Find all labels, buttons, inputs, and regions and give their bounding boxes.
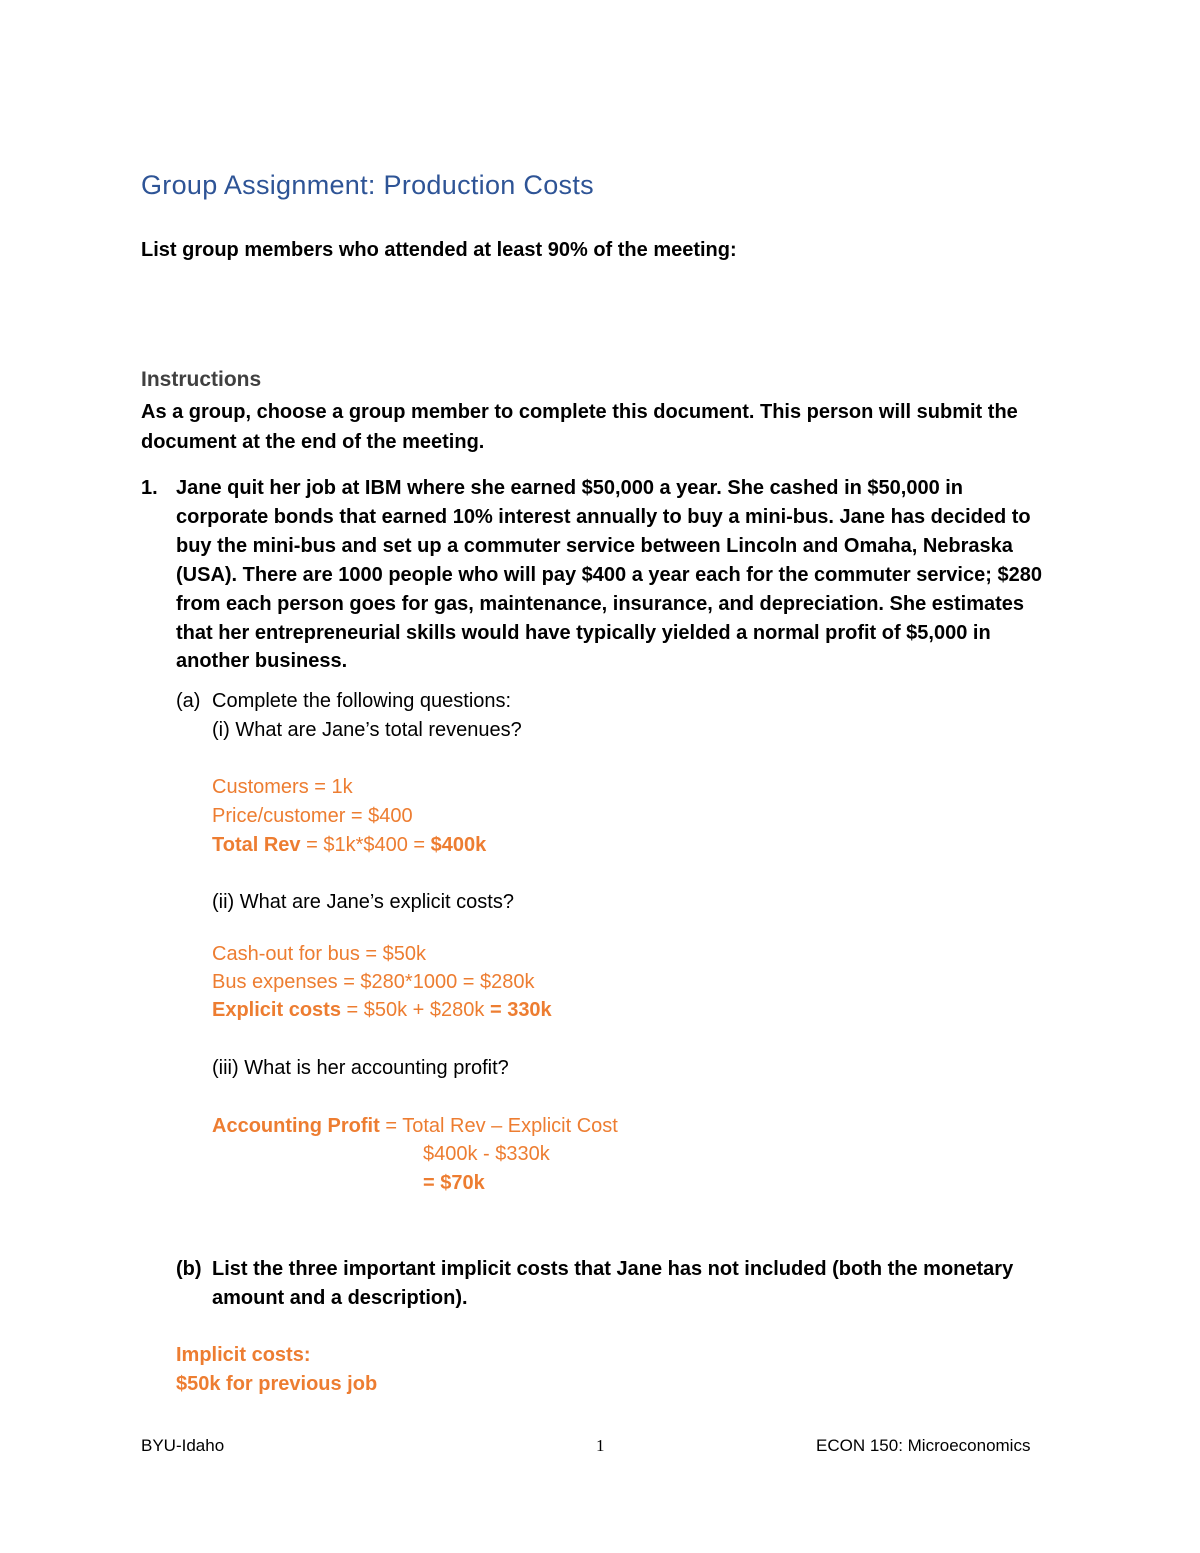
part-b-line-2: amount and a description).	[212, 1287, 468, 1309]
accounting-profit-step: $400k - $330k	[423, 1143, 550, 1165]
implicit-costs-heading: Implicit costs:	[176, 1344, 311, 1366]
question-ii: (ii) What are Jane’s explicit costs?	[212, 891, 514, 913]
question-i: (i) What are Jane’s total revenues?	[212, 719, 522, 741]
question-line-2: corporate bonds that earned 10% interest annually to buy a mini-bus. Jane has decided to	[176, 506, 1031, 528]
question-iii: (iii) What is her accounting profit?	[212, 1057, 509, 1079]
answer-explicit-costs	[212, 996, 552, 1025]
explicit-costs-value: = 330k	[489, 999, 552, 1021]
question-line-1: Jane quit her job at IBM where she earned $50,000 a year. She cashed in $50,000 in	[176, 477, 964, 499]
instructions-line-2: document at the end of the meeting.	[141, 431, 485, 453]
page-title: Group Assignment: Production Costs	[141, 170, 594, 200]
total-rev-formula: = $1k*$400 =	[300, 834, 431, 856]
total-rev-value: $400k	[430, 834, 487, 856]
answer-accounting-profit	[212, 1112, 618, 1141]
part-b-label: (b)	[176, 1258, 202, 1280]
accounting-profit-label: Accounting Profit	[212, 1115, 380, 1137]
explicit-costs-label: Explicit costs	[212, 999, 341, 1021]
answer-bus-expenses: Bus expenses = $280*1000 = $280k	[212, 971, 535, 993]
total-rev-label: Total Rev	[212, 834, 301, 856]
answer-price: Price/customer = $400	[212, 805, 413, 827]
page-number: 1	[596, 1436, 605, 1455]
question-line-6: that her entrepreneurial skills would have typically yielded a normal profit of $5,000 in	[176, 622, 991, 644]
instructions-heading: Instructions	[141, 368, 262, 391]
answer-total-revenue	[212, 831, 486, 860]
footer-left: BYU-Idaho	[141, 1436, 225, 1455]
question-line-4: (USA). There are 1000 people who will pay $400 a year each for the commuter service; $280	[176, 564, 1042, 586]
question-number: 1.	[141, 477, 158, 499]
answer-cash-out: Cash-out for bus = $50k	[212, 943, 427, 965]
accounting-profit-result: = $70k	[423, 1172, 485, 1194]
footer-right: ECON 150: Microeconomics	[816, 1436, 1031, 1455]
question-line-5: from each person goes for gas, maintenance, insurance, and depreciation. She estimates	[176, 593, 1025, 615]
part-a-label: (a)	[176, 690, 201, 712]
explicit-costs-formula: = $50k + $280k	[340, 999, 490, 1021]
question-line-7: another business.	[176, 650, 348, 672]
implicit-cost-item-1: $50k for previous job	[176, 1373, 378, 1395]
answer-customers: Customers = 1k	[212, 776, 353, 798]
question-line-3: buy the mini-bus and set up a commuter service between Lincoln and Omaha, Nebraska	[176, 535, 1013, 557]
part-a-intro: Complete the following questions:	[212, 690, 512, 712]
members-prompt: List group members who attended at least 90% of the meeting:	[141, 239, 737, 261]
instructions-line-1: As a group, choose a group member to complete this document. This person will submit the	[141, 401, 1018, 423]
part-b-line-1: List the three important implicit costs that Jane has not included (both the monetary	[212, 1258, 1014, 1280]
accounting-profit-formula: = Total Rev – Explicit Cost	[379, 1115, 618, 1137]
